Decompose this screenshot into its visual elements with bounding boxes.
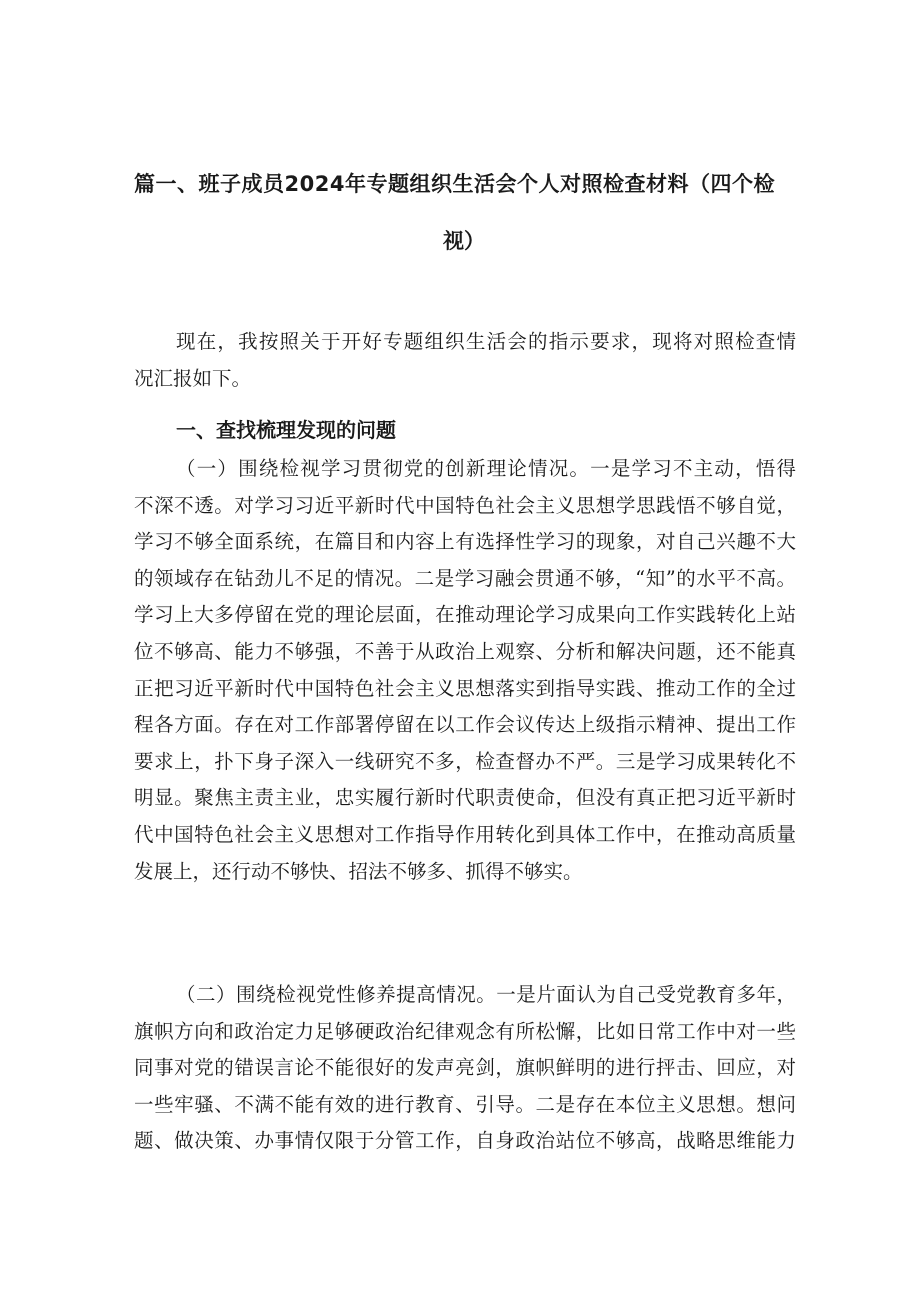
paragraph-line: （二）围绕检视党性修养提高情况。一是片面认为自己受党教育多年， [176, 983, 796, 1006]
document-title-line-1: 篇一、班子成员2024年专题组织生活会个人对照检查材料（四个检 [134, 172, 775, 196]
paragraph-line: 题、做决策、办事情仅限于分管工作，自身政治站位不够高，战略思维能力 [134, 1129, 796, 1153]
paragraph-line: 代中国特色社会主义思想对工作指导作用转化到具体工作中，在推动高质量 [134, 822, 796, 846]
paragraph-line: 学习上大多停留在党的理论层面，在推动理论学习成果向工作实践转化上站 [134, 603, 796, 627]
intro-line: 况汇报如下。 [134, 366, 252, 390]
section-heading-1: 一、查找梳理发现的问题 [176, 418, 396, 442]
intro-paragraph [134, 324, 796, 397]
paragraph-line: 不深不透。对学习习近平新时代中国特色社会主义思想学思践悟不够自觉， [134, 493, 796, 517]
document-title-line-2: 视） [443, 229, 485, 253]
paragraph-line: 同事对党的错误言论不能很好的发声亮剑，旗帜鲜明的进行抨击、回应，对 [134, 1056, 796, 1080]
paragraph-2 [134, 977, 796, 1160]
paragraph-line: 正把习近平新时代中国特色社会主义思想落实到指导实践、推动工作的全过 [134, 676, 796, 700]
paragraph-line: 位不够高、能力不够强，不善于从政治上观察、分析和解决问题，还不能真 [134, 639, 796, 663]
paragraph-line: 旗帜方向和政治定力足够硬政治纪律观念有所松懈，比如日常工作中对一些 [134, 1019, 796, 1043]
paragraph-line: 学习不够全面系统，在篇目和内容上有选择性学习的现象，对自己兴趣不大 [134, 530, 796, 554]
paragraph-line: 明显。聚焦主责主业，忠实履行新时代职责使命，但没有真正把习近平新时 [134, 786, 796, 810]
paragraph-line: 要求上，扑下身子深入一线研究不多，检查督办不严。三是学习成果转化不 [134, 749, 796, 773]
paragraph-1 [134, 451, 796, 890]
paragraph-line: （一）围绕检视学习贯彻党的创新理论情况。一是学习不主动，悟得 [176, 457, 796, 480]
paragraph-line: 的领域存在钻劲儿不足的情况。二是学习融会贯通不够，“知”的水平不高。 [134, 566, 796, 590]
paragraph-line: 发展上，还行动不够快、招法不够多、抓得不够实。 [134, 859, 583, 883]
intro-line: 现在，我按照关于开好专题组织生活会的指示要求，现将对照检查情 [176, 330, 796, 353]
paragraph-line: 一些牢骚、不满不能有效的进行教育、引导。二是存在本位主义思想。想问 [134, 1092, 796, 1116]
paragraph-line: 程各方面。存在对工作部署停留在以工作会议传达上级指示精神、提出工作 [134, 713, 796, 737]
